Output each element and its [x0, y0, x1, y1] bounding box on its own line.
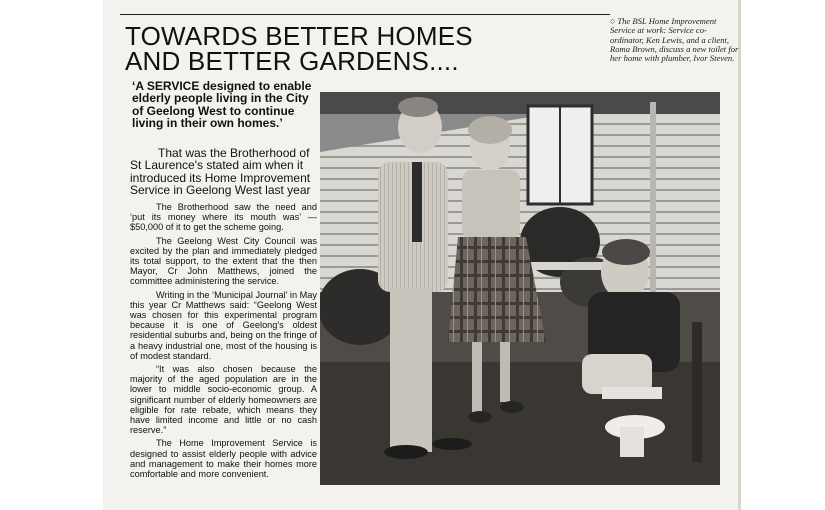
clipping-edge	[738, 0, 741, 510]
body-paragraph: The Home Improvement Service is designed to assist elderly people with advice and management to make their homes more comfortable and more convenient.	[130, 438, 317, 480]
lede-paragraph: That was the Brotherhood of St Laurence's stated aim when it introduced its Home Improvement Service in Geelong West last year	[130, 146, 311, 198]
news-photo	[320, 92, 720, 485]
body-paragraph: Writing in the ‘Municipal Journal’ in May this year Cr Matthews said: “Geelong West was chosen for this experimental program because it is one of Geelong's oldest residential suburbs and, being on the fringe of a heavy industrial one, most of the housing is of modest standard.	[130, 289, 317, 361]
article-body	[130, 202, 317, 482]
top-rule	[120, 14, 610, 15]
headline: TOWARDS BETTER HOMES AND BETTER GARDENS....	[125, 21, 473, 76]
intro-quote: ‘A SERVICE designed to enable elderly people living in the City of Geelong West to continue living in their own homes.’	[132, 79, 312, 131]
body-paragraph: The Geelong West City Council was excited by the plan and immediately pledged its total support, to the extent that the then Mayor, Cr John Matthews, joined the committee administering the service.	[130, 235, 317, 287]
body-paragraph: The Brotherhood saw the need and ‘put its money where its mouth was’ — $50,000 of it to get the scheme going.	[130, 202, 317, 233]
news-photo-drawing	[320, 92, 720, 485]
photo-caption: ○ The BSL Home Improvement Service at work: Service co-ordinator, Ken Lewis, and a client, Roma Brown, discuss a new toilet for her home with plumber, Ivor Steven.	[610, 16, 739, 64]
body-paragraph: “It was also chosen because the majority of the aged population are in the lower to middle socio-economic group. A significant number of elderly homeowners are eligible for rate rebate, which means they have limited income and little or no cash reserve.”	[130, 364, 317, 436]
